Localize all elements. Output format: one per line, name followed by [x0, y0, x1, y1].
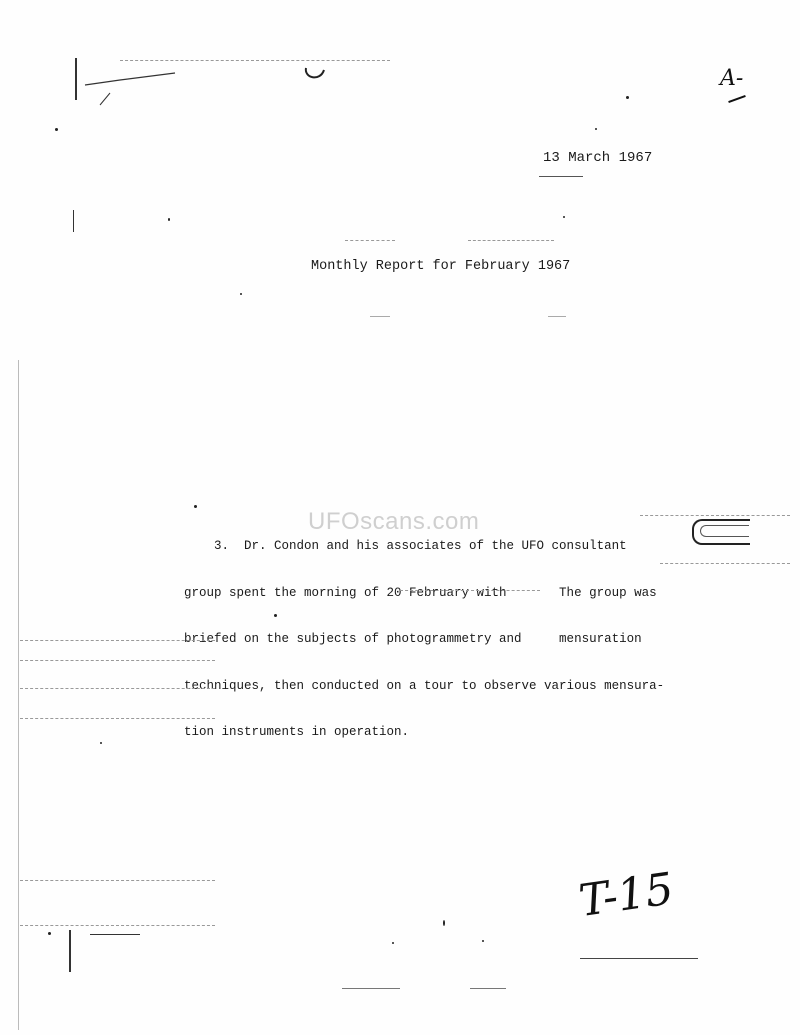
paragraph-line: briefed on the subjects of photogrammetry and mensuration: [184, 632, 642, 646]
bottom-residue-line: [342, 988, 400, 989]
margin-residue-line: [20, 660, 215, 661]
margin-residue-line: [20, 640, 215, 641]
speck: [100, 742, 102, 744]
speck: [443, 920, 445, 926]
margin-residue-line: [20, 880, 215, 881]
redaction-line: [400, 590, 540, 591]
scan-edge: [18, 360, 19, 1030]
redaction-line-right: [468, 240, 554, 241]
top-left-scribble: [80, 55, 190, 110]
speck: [240, 293, 242, 295]
paragraph-line: 3. Dr. Condon and his associates of the UFO consultant: [184, 539, 627, 553]
margin-residue-line: [20, 925, 215, 926]
margin-mark: [69, 930, 71, 972]
redaction-line: [660, 563, 790, 564]
speck: [392, 942, 394, 944]
document-code-underline: [580, 958, 698, 959]
speck: [48, 932, 51, 935]
document-date: 13 March 1967: [543, 150, 653, 166]
speck: [55, 128, 58, 131]
margin-residue-line: [20, 718, 215, 719]
margin-bracket-mark: [692, 519, 750, 545]
document-title: Monthly Report for February 1967: [311, 259, 571, 274]
paragraph-3: [184, 508, 664, 772]
margin-mark: [75, 58, 77, 100]
speck: [482, 940, 484, 942]
speck: [595, 128, 597, 130]
redaction-line: [640, 515, 790, 516]
margin-residue-line: [20, 688, 215, 689]
corner-annotation-underline: [728, 95, 746, 103]
paragraph-line: group spent the morning of 20 February with The group was: [184, 585, 657, 600]
paragraph-line: tion instruments in operation.: [184, 725, 410, 739]
speck: [168, 218, 170, 221]
document-code: T-15: [575, 863, 677, 927]
speck: [626, 96, 629, 99]
title-residue-mark-2: [548, 316, 566, 317]
paragraph-line: techniques, then conducted on a tour to observe various mensura-: [184, 678, 665, 693]
corner-annotation: A-: [720, 66, 744, 91]
speck: [194, 505, 197, 508]
speck: [563, 216, 565, 218]
watermark: UFOscans.com: [308, 508, 480, 535]
bottom-left-stroke: [90, 934, 140, 935]
margin-mark: [73, 210, 74, 232]
date-underline: [539, 176, 583, 177]
title-residue-mark: [370, 316, 390, 317]
speck: [274, 614, 277, 617]
bottom-residue-line: [470, 988, 506, 989]
redaction-line-left: [345, 240, 395, 241]
top-curl-mark: [300, 62, 330, 86]
